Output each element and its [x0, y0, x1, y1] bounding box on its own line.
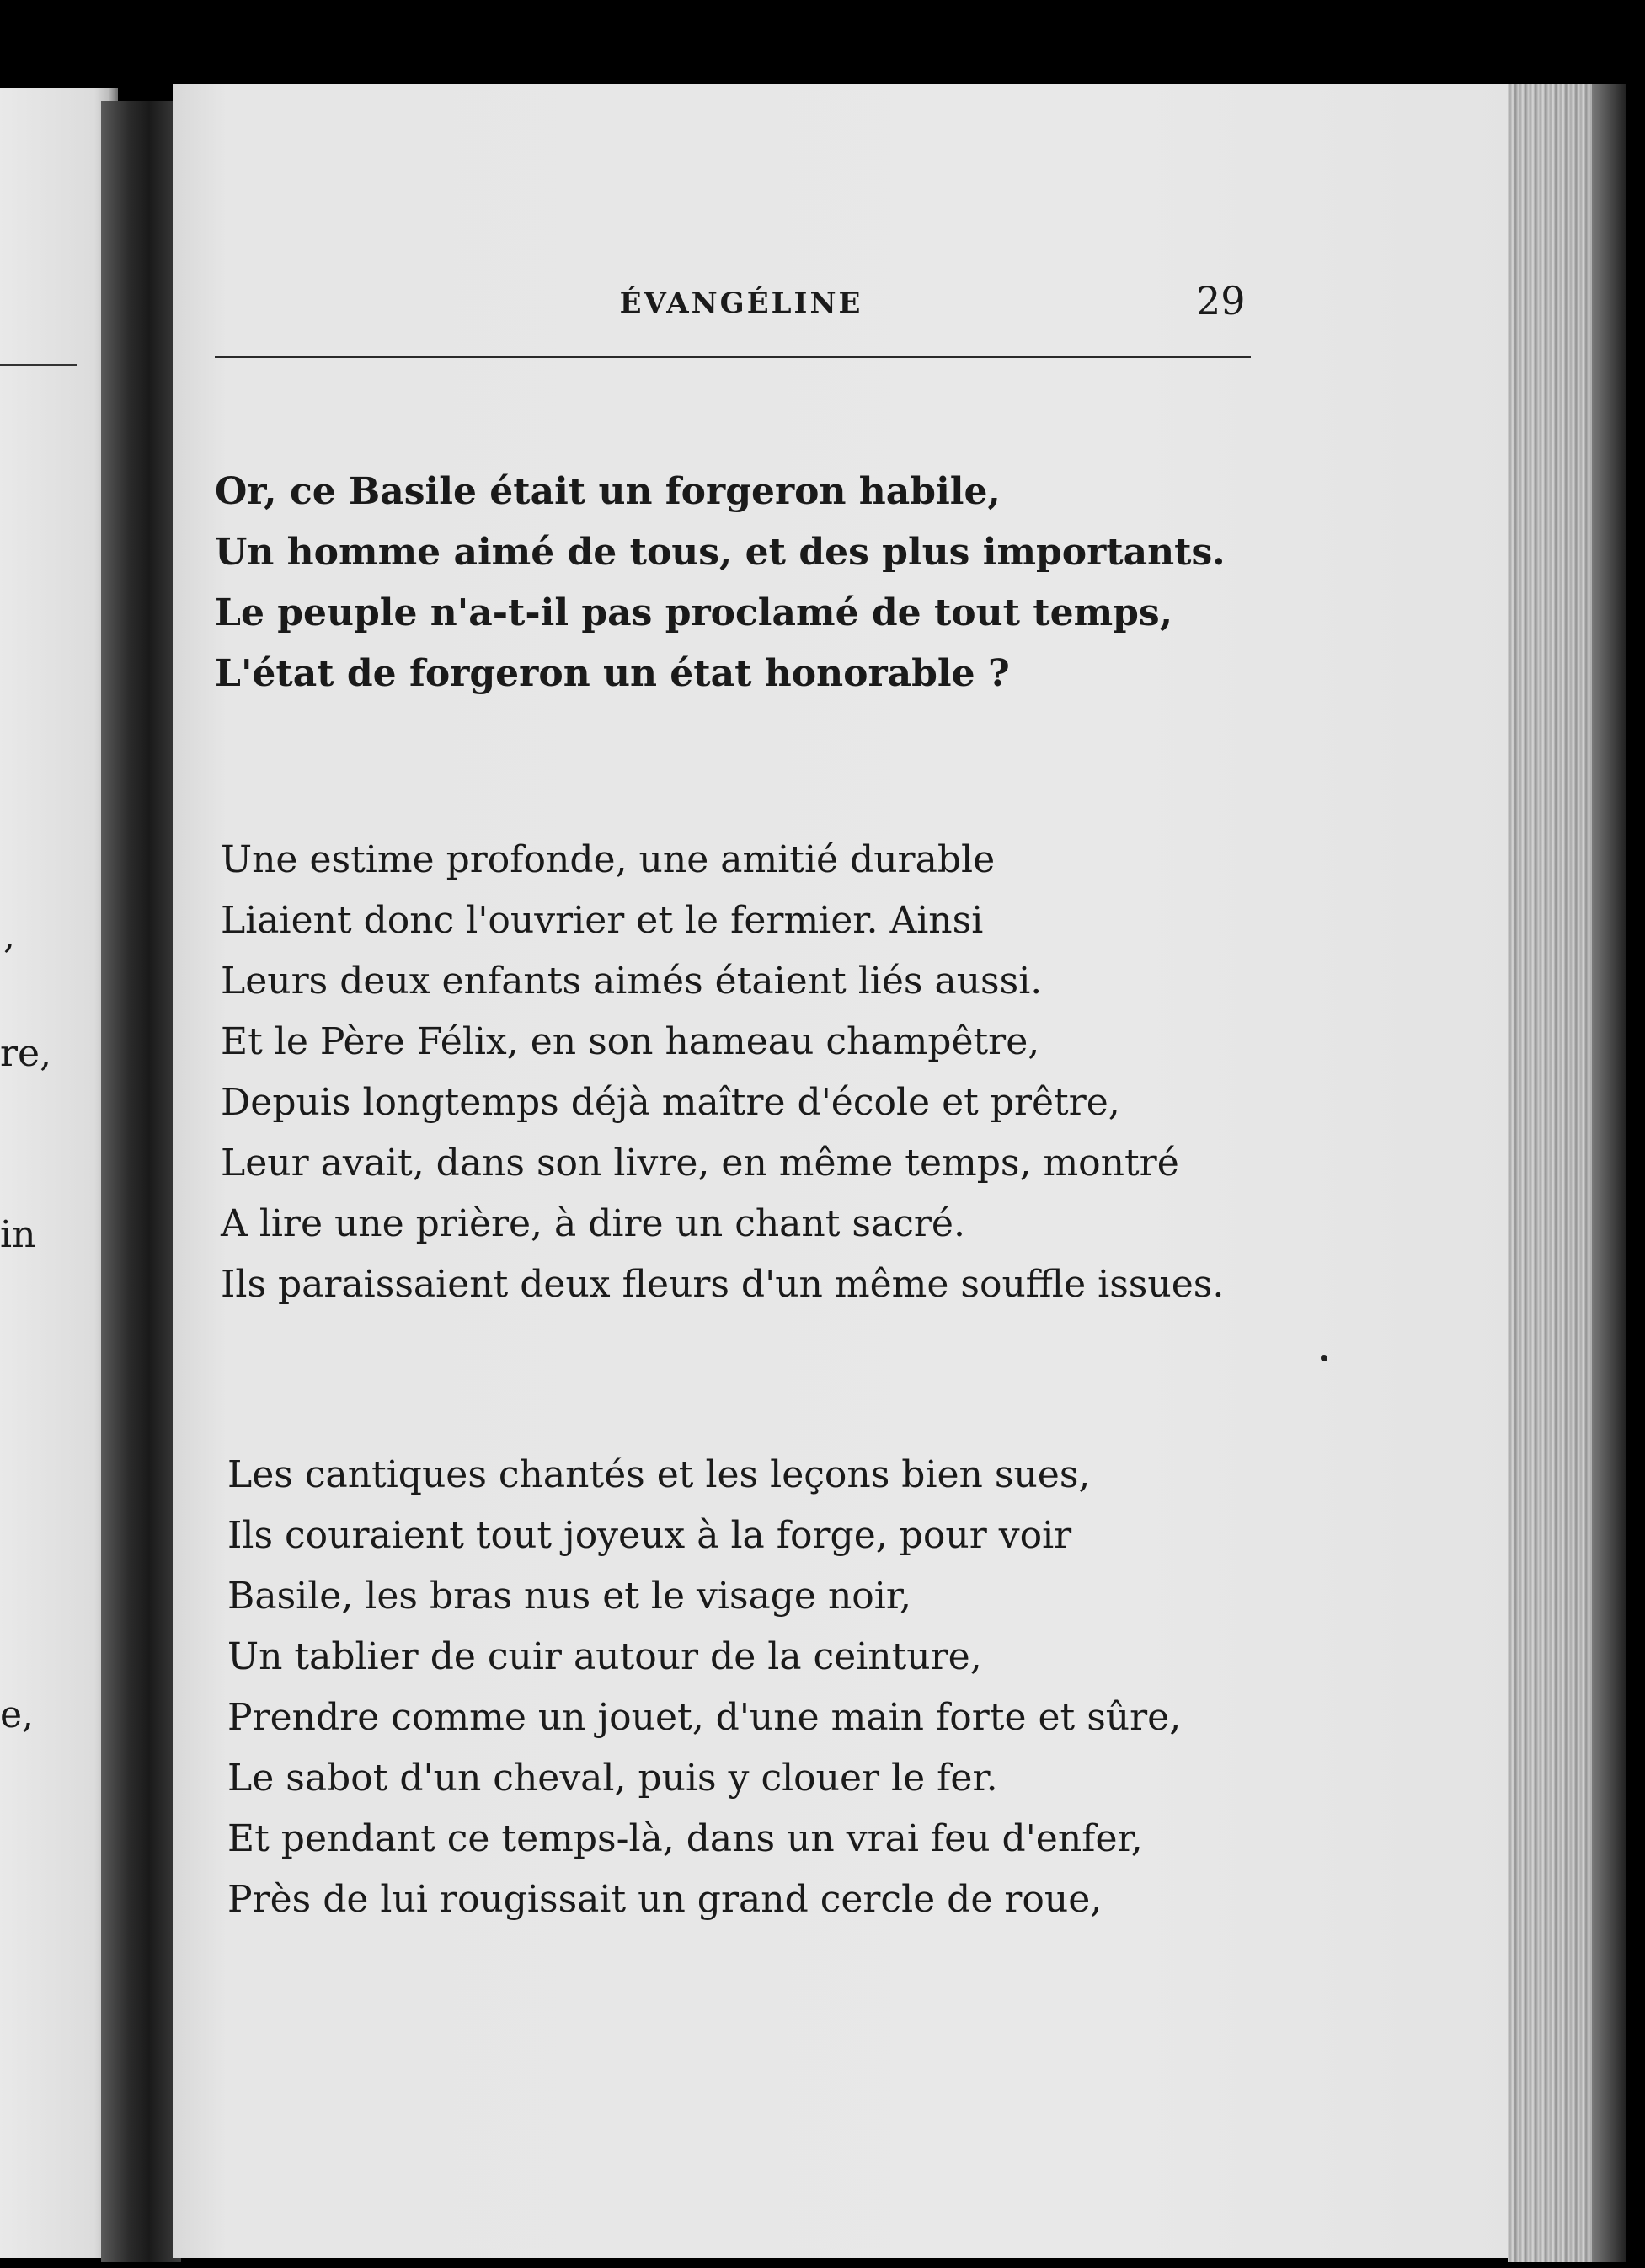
verse-line: Leur avait, dans son livre, en même temps, montré: [221, 1142, 1179, 1185]
header-rule: [215, 356, 1251, 358]
verse-line: A lire une prière, à dire un chant sacré.: [221, 1202, 965, 1245]
verse-line: Basile, les bras nus et le visage noir,: [227, 1575, 912, 1618]
page-edges-shadow: [1592, 84, 1626, 2262]
ink-speck: [1321, 1355, 1327, 1361]
stanza-1: [215, 462, 1226, 704]
verse-line: Le sabot d'un cheval, puis y clouer le fer.: [227, 1757, 998, 1800]
stanza-3: [227, 1445, 1181, 1930]
previous-page-fragment: ,: [3, 914, 15, 957]
verse-line: L'état de forgeron un état honorable ?: [215, 652, 1010, 695]
verse-line: Près de lui rougissait un grand cercle de roue,: [227, 1878, 1103, 1921]
book-gutter: [101, 101, 181, 2262]
page-number: 29: [1196, 278, 1246, 324]
verse-line: Liaient donc l'ouvrier et le fermier. Ainsi: [221, 899, 984, 942]
stanza-2: [221, 830, 1224, 1315]
verse-line: Ils paraissaient deux fleurs d'un même souffle issues.: [221, 1263, 1225, 1306]
verse-line: Or, ce Basile était un forgeron habile,: [215, 470, 1001, 513]
verse-line: Et pendant ce temps-là, dans un vrai feu d'enfer,: [227, 1817, 1143, 1860]
previous-page-fragment: in: [0, 1213, 36, 1256]
verse-line: Leurs deux enfants aimés étaient liés aussi.: [221, 960, 1043, 1003]
verse-line: Et le Père Félix, en son hameau champêtre,: [221, 1020, 1040, 1063]
verse-line: Un tablier de cuir autour de la ceinture,: [227, 1635, 982, 1678]
previous-page-fragment: re,: [0, 1032, 52, 1075]
verse-line: Depuis longtemps déjà maître d'école et prêtre,: [221, 1081, 1120, 1124]
verse-line: Ils couraient tout joyeux à la forge, pour voir: [227, 1514, 1072, 1557]
previous-page-fragment: e,: [0, 1693, 35, 1736]
previous-page-edge: [0, 88, 118, 2258]
verse-line: Les cantiques chantés et les leçons bien sues,: [227, 1453, 1091, 1496]
previous-page-header-rule: [0, 364, 77, 366]
verse-line: Un homme aimé de tous, et des plus importants.: [215, 531, 1226, 574]
verse-line: Une estime profonde, une amitié durable: [221, 838, 996, 881]
verse-line: Prendre comme un jouet, d'une main forte et sûre,: [227, 1696, 1182, 1739]
running-title: ÉVANGÉLINE: [619, 286, 863, 320]
verse-line: Le peuple n'a-t-il pas proclamé de tout temps,: [215, 591, 1173, 634]
